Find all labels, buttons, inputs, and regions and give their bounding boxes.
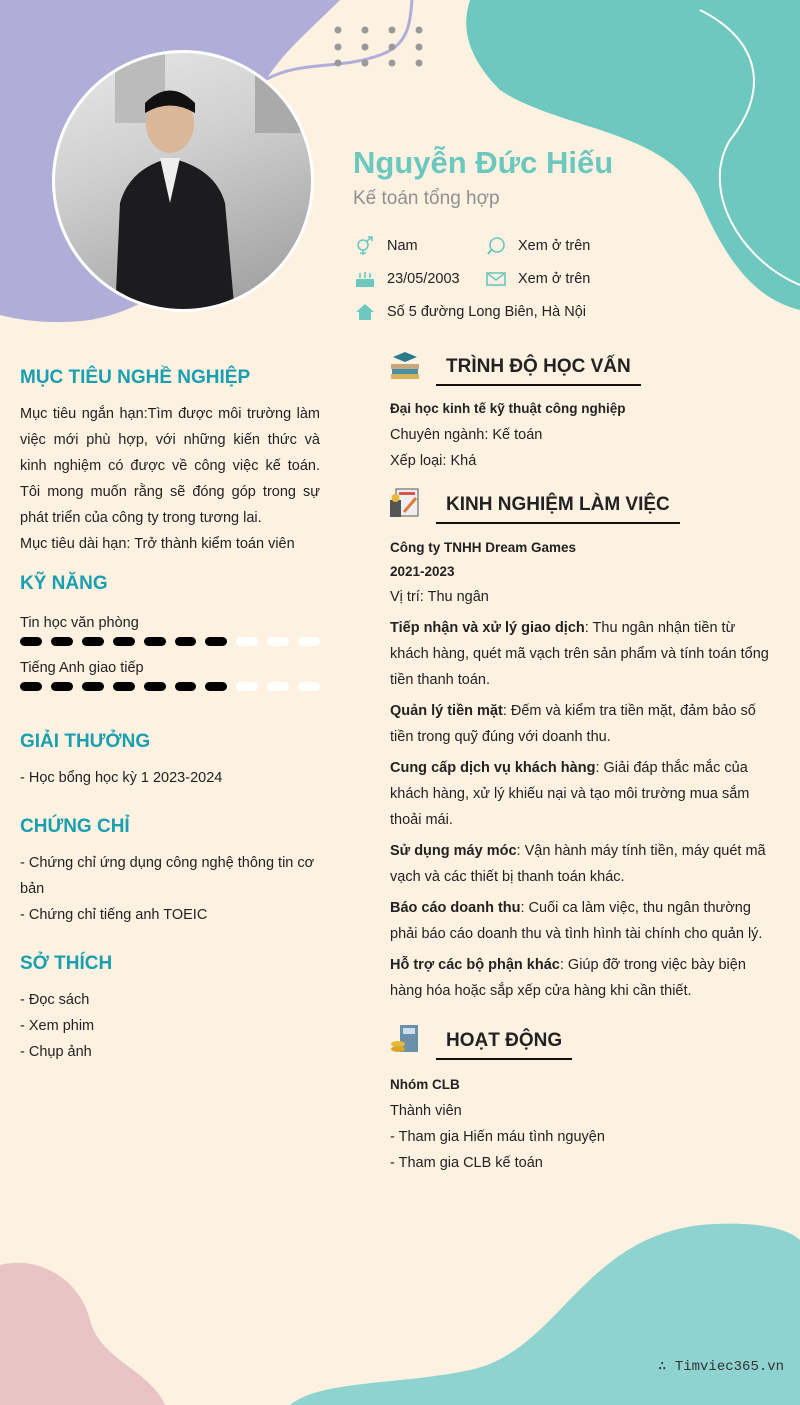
skill-level-dot [236,637,258,646]
awards-heading: GIẢI THƯỞNG [20,731,151,752]
skill-level-dot [144,682,166,691]
certs-heading: CHỨNG CHỈ [20,816,130,837]
cert-item: - Chứng chỉ tiếng anh TOEIC [20,907,208,923]
graduation-books-icon [390,350,420,380]
activity-role: Thành viên [390,1103,462,1119]
skill-level-dot [113,637,135,646]
footer-brand: ∴ Timviec365.vn [658,1359,785,1375]
skill-level-dot [205,682,227,691]
address-info [355,302,586,322]
duty-text: : Vận hành máy tính tiền, máy quét mã vạch và các thiết bị thanh toán khác. [390,843,766,885]
work-period: 2021-2023 [390,564,455,579]
skill-level-dot [236,682,258,691]
duty-title: Quản lý tiền mặt [390,703,503,719]
envelope-icon [486,269,506,289]
skill-name: Tiếng Anh giao tiếp [20,660,144,676]
skill-level-dot [267,682,289,691]
duty-title: Báo cáo doanh thu [390,900,521,916]
skill-item [20,615,320,646]
skill-level-dot [82,682,104,691]
duties-list [390,615,770,1004]
duty-title: Tiếp nhận và xử lý giao dịch [390,620,585,636]
company-name: Công ty TNHH Dream Games [390,540,577,555]
skill-level-dot [51,682,73,691]
experience-header [390,488,770,524]
education-heading: TRÌNH ĐỘ HỌC VẤN [436,356,641,386]
duty-title: Sử dụng máy móc [390,843,517,859]
skill-level-dot [205,637,227,646]
calculator-coins-icon [390,1024,420,1054]
email-value: Xem ở trên [518,271,591,287]
candidate-title: Kế toán tổng hợp [353,188,500,209]
hobby-item: - Xem phim [20,1018,95,1034]
skill-level-dot [20,637,42,646]
birthday-value: 23/05/2003 [387,271,460,287]
skill-level-dot [51,637,73,646]
whatsapp-icon [486,236,506,256]
duty-text: : Giúp đỡ trong việc bày biện hàng hóa hoặc sắp xếp cửa hàng khi cần thiết. [390,957,746,999]
skill-level-dot [298,637,320,646]
education-header [390,350,770,386]
duty-item [390,698,770,750]
phone-value: Xem ở trên [518,238,591,254]
skill-level-dot [144,637,166,646]
skill-level-dot [267,637,289,646]
candidate-name: Nguyễn Đức Hiếu [353,145,614,180]
email-info [486,269,590,289]
accounting-icon [390,488,420,518]
skill-level-dot [20,682,42,691]
objective-text: Mục tiêu ngắn hạn:Tìm được môi trường làm việc mới phù hợp, với những kiến thức và kinh nghiệm có được về công việc kế toán. Tôi mong muốn rằng sẽ đóng góp trong sự phát triển của công ty trong tương lai. [20,406,320,526]
duty-item [390,615,770,693]
skill-level-dot [298,682,320,691]
duty-title: Hỗ trợ các bộ phận khác [390,957,560,973]
activities-header [390,1024,770,1060]
duty-item [390,755,770,833]
skill-level-dot [175,682,197,691]
skills-heading: KỸ NĂNG [20,573,108,594]
profile-photo [52,50,314,312]
phone-info [486,236,590,256]
skill-level-dot [113,682,135,691]
skill-level-dot [82,637,104,646]
hobby-item: - Chụp ảnh [20,1044,92,1060]
activity-item: - Tham gia CLB kế toán [390,1155,543,1171]
duty-item [390,838,770,890]
gender-icon [355,236,375,256]
hobbies-heading: SỞ THÍCH [20,953,113,974]
duty-item [390,952,770,1004]
hobby-item: - Đọc sách [20,992,90,1008]
experience-heading: KINH NGHIỆM LÀM VIỆC [436,494,680,524]
cert-item: - Chứng chỉ ứng dụng công nghệ thông tin cơ bản [20,855,315,897]
position: Vị trí: Thu ngân [390,589,489,605]
duty-text: : Giải đáp thắc mắc của khách hàng, xử lý khiếu nại và tạo môi trường mua sắm thoải mái. [390,760,750,828]
gender-value: Nam [387,238,418,254]
activities-heading: HOẠT ĐỘNG [436,1030,572,1060]
skill-item [20,660,320,691]
duty-item [390,895,770,947]
school-name: Đại học kinh tế kỹ thuật công nghiệp [390,401,626,416]
grade: Xếp loại: Khá [390,453,477,469]
duty-text: : Thu ngân nhận tiền từ khách hàng, quét mã vạch trên sản phẩm và tính toán tổng tiền thanh toán. [390,620,769,688]
duty-title: Cung cấp dịch vụ khách hàng [390,760,596,776]
person-silhouette-icon [55,53,314,312]
duty-text: : Đếm và kiểm tra tiền mặt, đảm bảo số tiền trong quỹ đúng với doanh thu. [390,703,756,745]
skill-level-dot [175,637,197,646]
address-value: Số 5 đường Long Biên, Hà Nội [387,304,586,320]
major: Chuyên ngành: Kế toán [390,427,543,443]
cake-icon [355,269,375,289]
activity-org: Nhóm CLB [390,1077,460,1092]
objective-long-term: Mục tiêu dài hạn: Trở thành kiểm toán viên [20,536,295,552]
duty-text: : Cuối ca làm việc, thu ngân thường phải báo cáo doanh thu và tình hình tài chính cho quản lý. [390,900,763,942]
home-icon [355,302,375,322]
skill-level-bar [20,682,320,691]
birthday-info [355,269,460,289]
skill-level-bar [20,637,320,646]
skills-list [20,615,320,691]
skill-name: Tin học văn phòng [20,615,139,631]
activity-item: - Tham gia Hiến máu tình nguyện [390,1129,605,1145]
gender-info [355,236,418,256]
objective-heading: MỤC TIÊU NGHỀ NGHIỆP [20,367,251,388]
award-item: - Học bổng học kỳ 1 2023-2024 [20,770,223,786]
